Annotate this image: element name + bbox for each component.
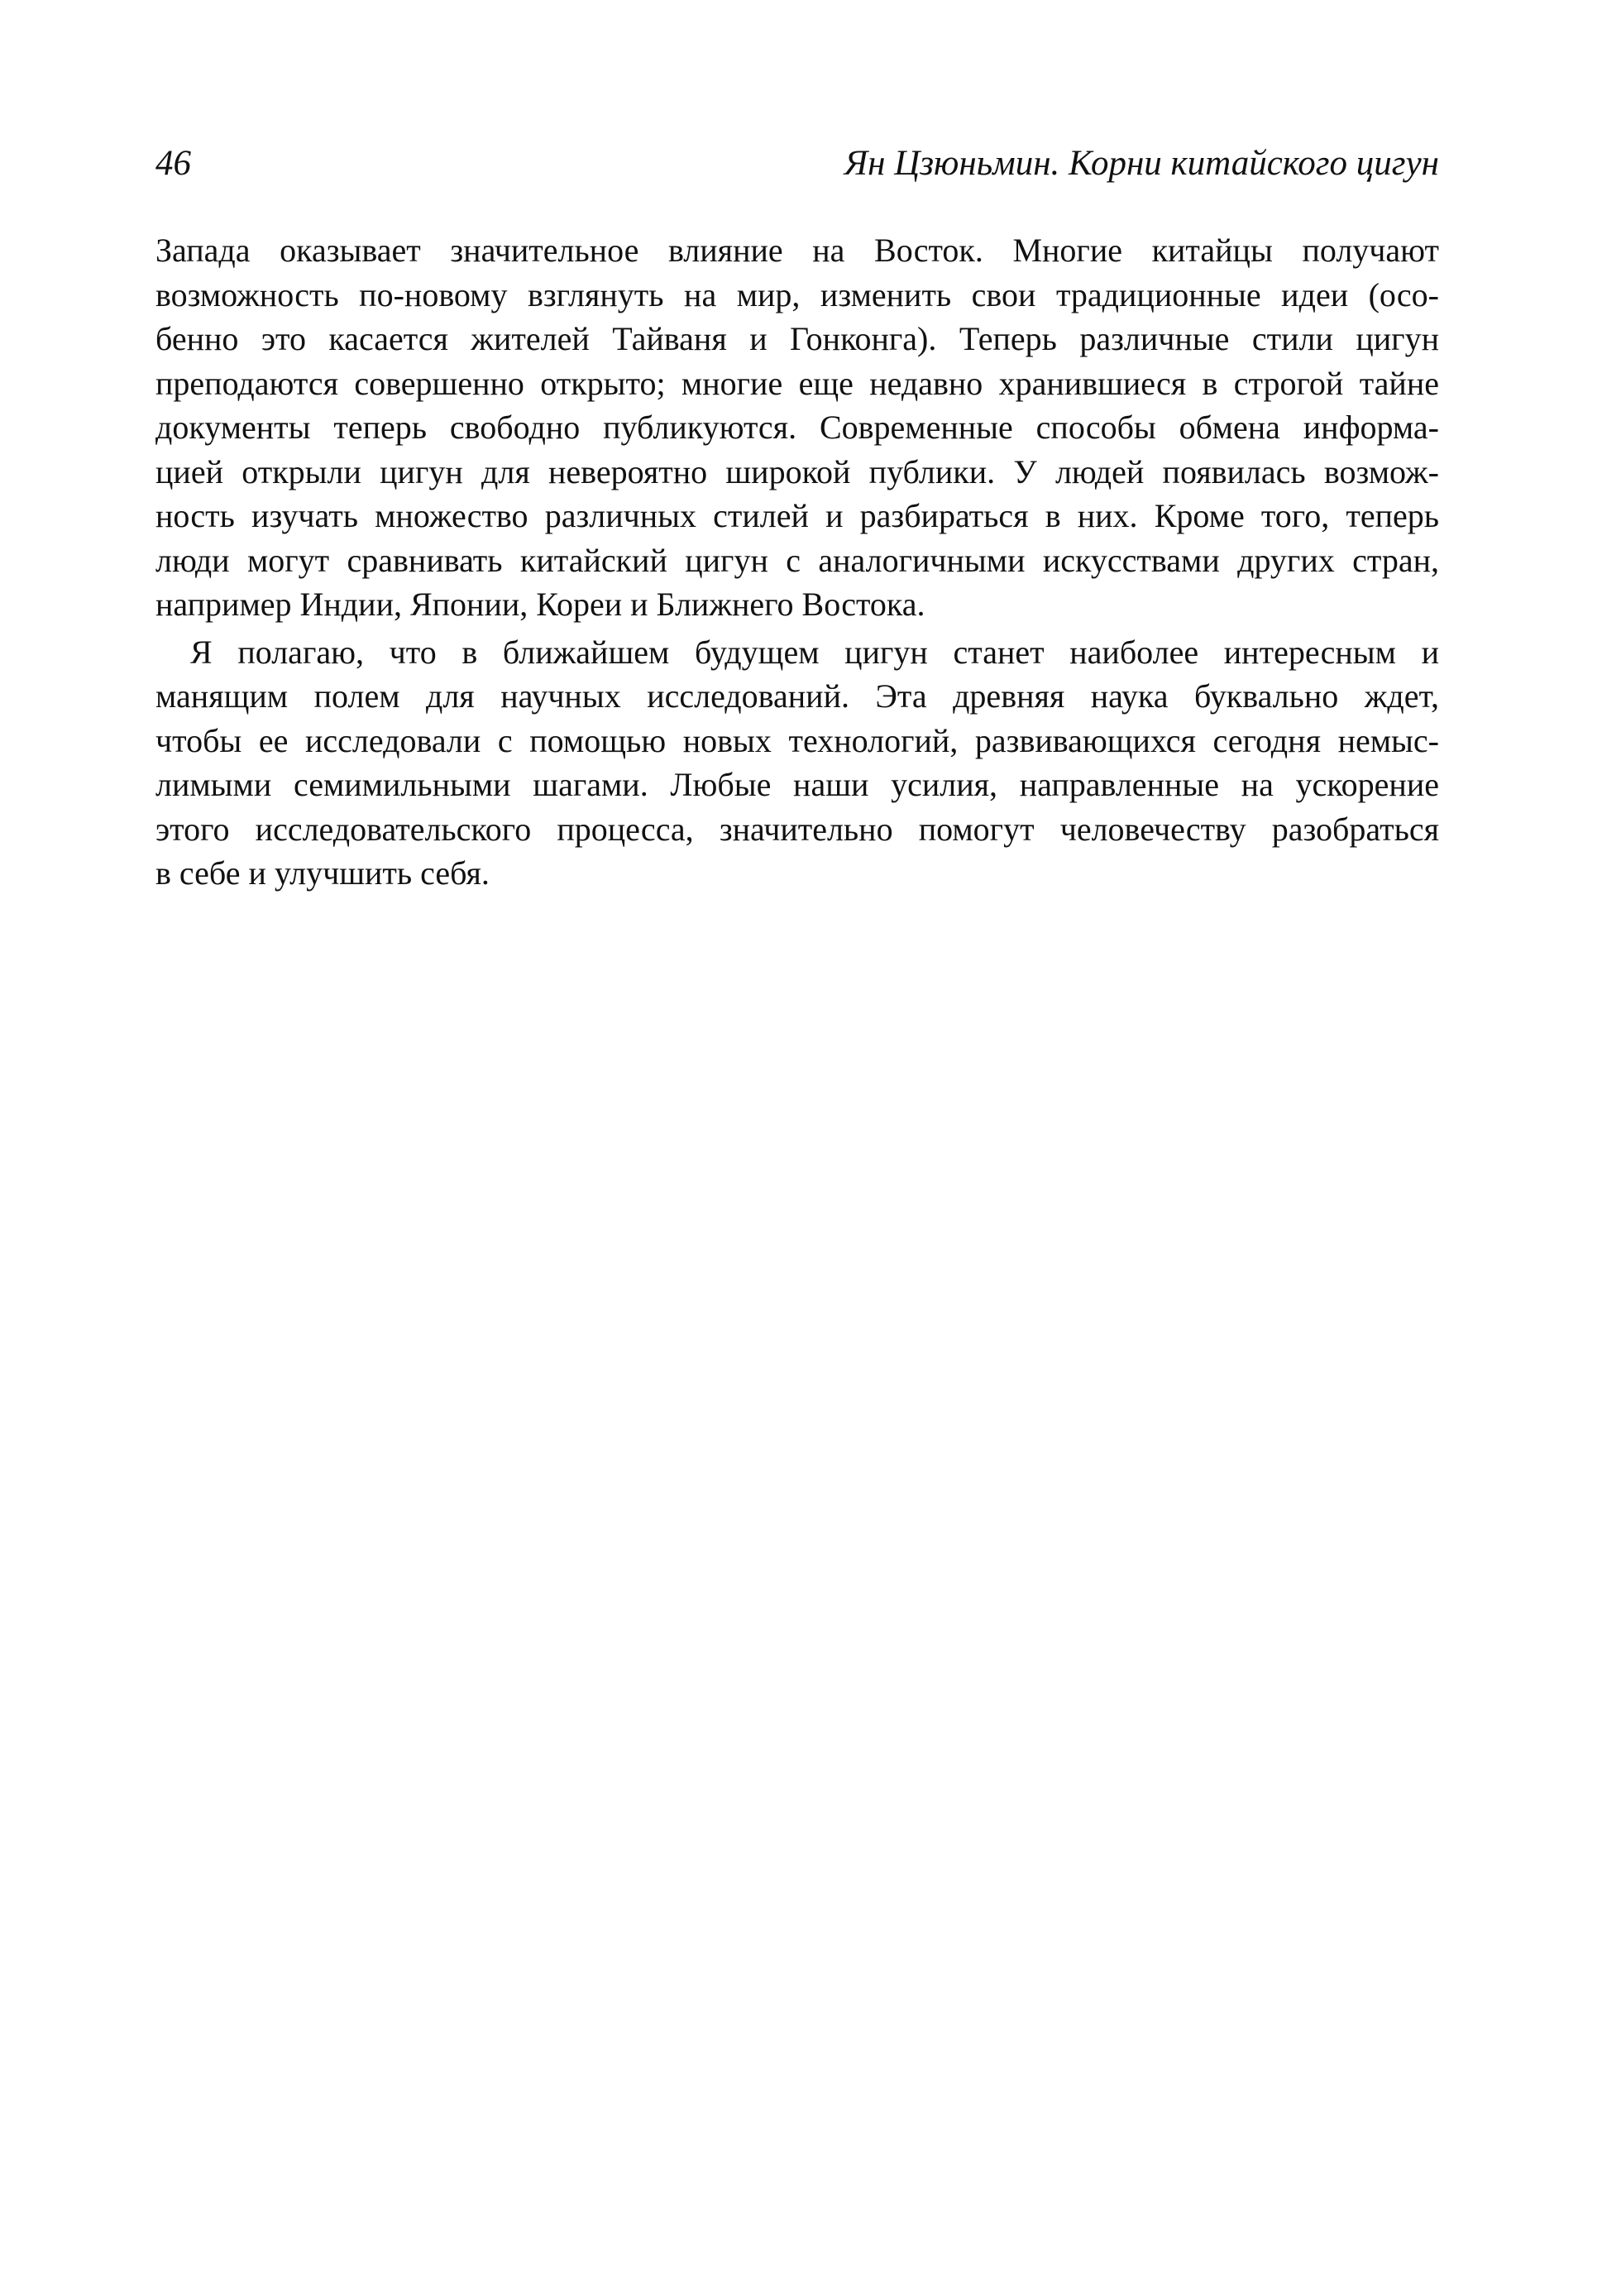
running-title: Ян Цзюньмин. Корни китайского цигун — [844, 144, 1439, 183]
text-line: манящим полем для научных исследований. Эта древняя наука буквально ждет, — [155, 677, 1439, 715]
text-line: цией открыли цигун для невероятно широкой публики. У людей появилась возмож- — [155, 452, 1439, 490]
text-line: Я полагаю, что в ближайшем будущем цигун станет наиболее интересным и — [190, 633, 1439, 671]
text-line: преподаются совершенно открыто; многие еще недавно хранившиеся в строгой тайне — [155, 364, 1439, 402]
text-line: Запада оказывает значительное влияние на Восток. Многие китайцы получают — [155, 232, 1439, 269]
page-number: 46 — [155, 144, 191, 183]
text-line: например Индии, Японии, Кореи и Ближнего Востока. — [155, 586, 925, 623]
text-line: документы теперь свободно публикуются. Современные способы обмена информа- — [155, 409, 1439, 446]
text-line: лимыми семимильными шагами. Любые наши усилия, направленные на ускорение — [155, 766, 1439, 803]
text-line: возможность по-новому взглянуть на мир, изменить свои традиционные идеи (осо- — [155, 275, 1439, 313]
body-text — [155, 228, 1439, 896]
text-line: этого исследовательского процесса, значительно помогут человечеству разобраться — [155, 810, 1439, 848]
text-line: ность изучать множество различных стилей и разбираться в них. Кроме того, теперь — [155, 497, 1439, 534]
text-line: люди могут сравнивать китайский цигун с аналогичными искусствами других стран, — [155, 541, 1439, 579]
text-line: бенно это касается жителей Тайваня и Гонконга). Теперь различные стили цигун — [155, 320, 1439, 357]
text-line: в себе и улучшить себя. — [155, 854, 490, 892]
paragraph-2 — [155, 630, 1439, 896]
running-head — [155, 141, 1439, 187]
paragraph-1 — [155, 228, 1439, 627]
text-line: чтобы ее исследовали с помощью новых технологий, развивающихся сегодня немыс- — [155, 721, 1439, 759]
